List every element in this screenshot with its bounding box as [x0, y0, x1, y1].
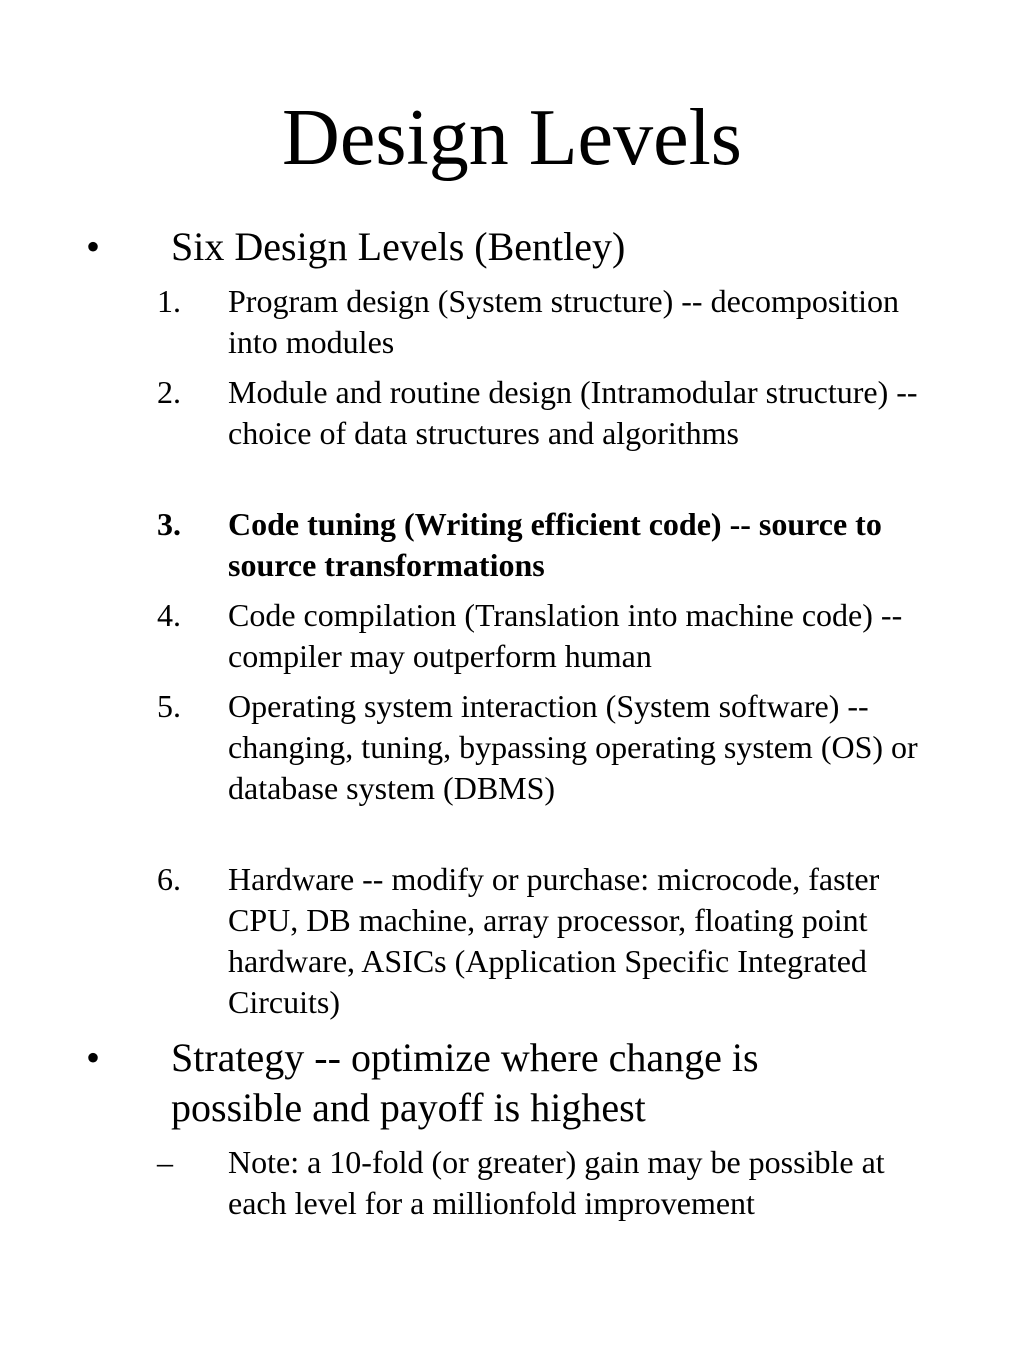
list-item-text: Note: a 10-fold (or greater) gain may be possible at each level for a millionfold improvement: [228, 1144, 885, 1221]
bullet-marker: •: [86, 224, 101, 269]
list-number: 1.: [157, 283, 181, 319]
list-number: 4.: [157, 597, 181, 633]
dash-marker: –: [157, 1144, 173, 1180]
list-item-text: Module and routine design (Intramodular structure) -- choice of data structures and algorithms: [228, 374, 918, 451]
list-number: 3.: [157, 506, 181, 542]
list-item-text: Operating system interaction (System software) -- changing, tuning, bypassing operating system (OS) or database system (DBMS): [228, 688, 918, 806]
bullet-text: Strategy -- optimize where change is possible and payoff is highest: [171, 1035, 759, 1130]
list-number: 5.: [157, 688, 181, 724]
list-item-text: Code tuning (Writing efficient code) -- source to source transformations: [228, 506, 882, 583]
list-number: 6.: [157, 861, 181, 897]
list-item-text: Code compilation (Translation into machine code) -- compiler may outperform human: [228, 597, 903, 674]
list-number: 2.: [157, 374, 181, 410]
slide-title: Design Levels: [282, 94, 742, 182]
list-item-text: Program design (System structure) -- decomposition into modules: [228, 283, 899, 360]
bullet-marker: •: [86, 1035, 101, 1080]
bullet-text: Six Design Levels (Bentley): [171, 224, 626, 269]
list-item-text: Hardware -- modify or purchase: microcode, faster CPU, DB machine, array processor, floating point hardware, ASICs (Application Specific Integrated Circuits): [228, 861, 880, 1020]
